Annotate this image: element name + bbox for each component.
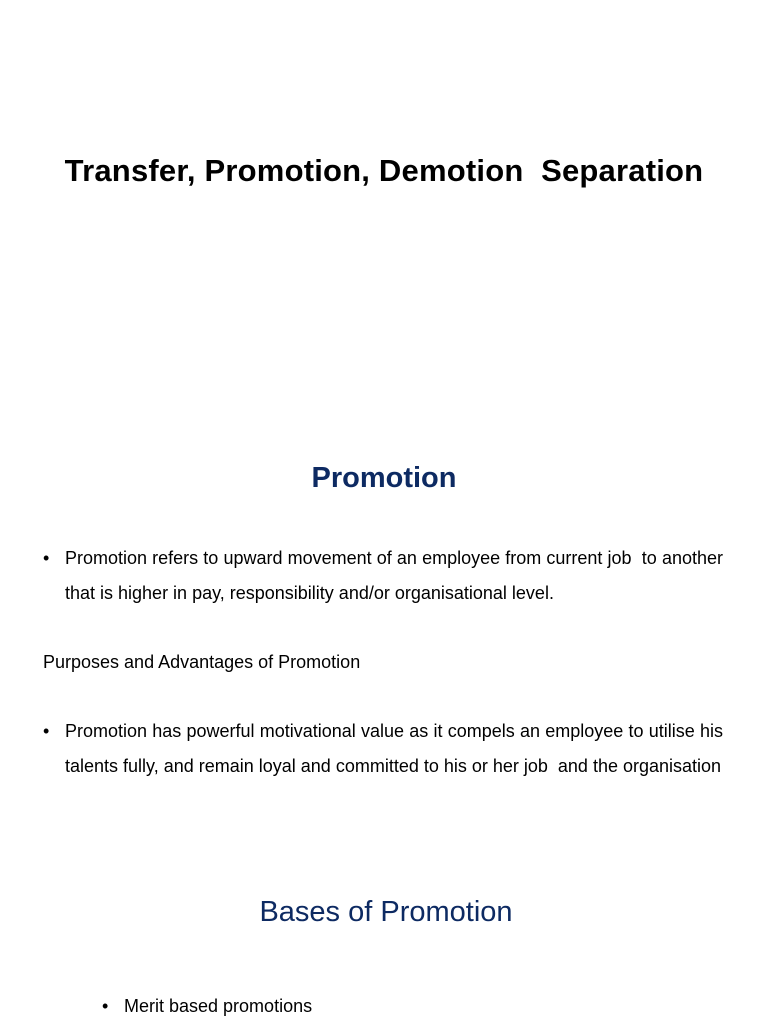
bullet-text: Promotion has powerful motivational value as it compels an employee to utilise his talents fully, and remain loyal and committed to his or her job and the organisation [65,721,729,776]
bullet-marker: • [43,548,50,568]
section-heading-promotion: Promotion [311,462,457,494]
bullet-marker: • [43,721,50,741]
section-heading-bases: Bases of Promotion [259,896,513,928]
bullet-promotion-definition [43,541,729,610]
page-title: Transfer, Promotion, Demotion Separation [64,153,704,188]
bullet-purpose-motivation [43,714,729,783]
list-item [102,990,312,1022]
bullet-marker: • [102,996,109,1016]
purposes-subheading: Purposes and Advantages of Promotion [43,652,361,672]
list-item-text: Merit based promotions [124,996,313,1016]
bullet-text: Promotion refers to upward movement of an employee from current job to another that is higher in pay, responsibility and/or organisational level. [65,548,729,603]
